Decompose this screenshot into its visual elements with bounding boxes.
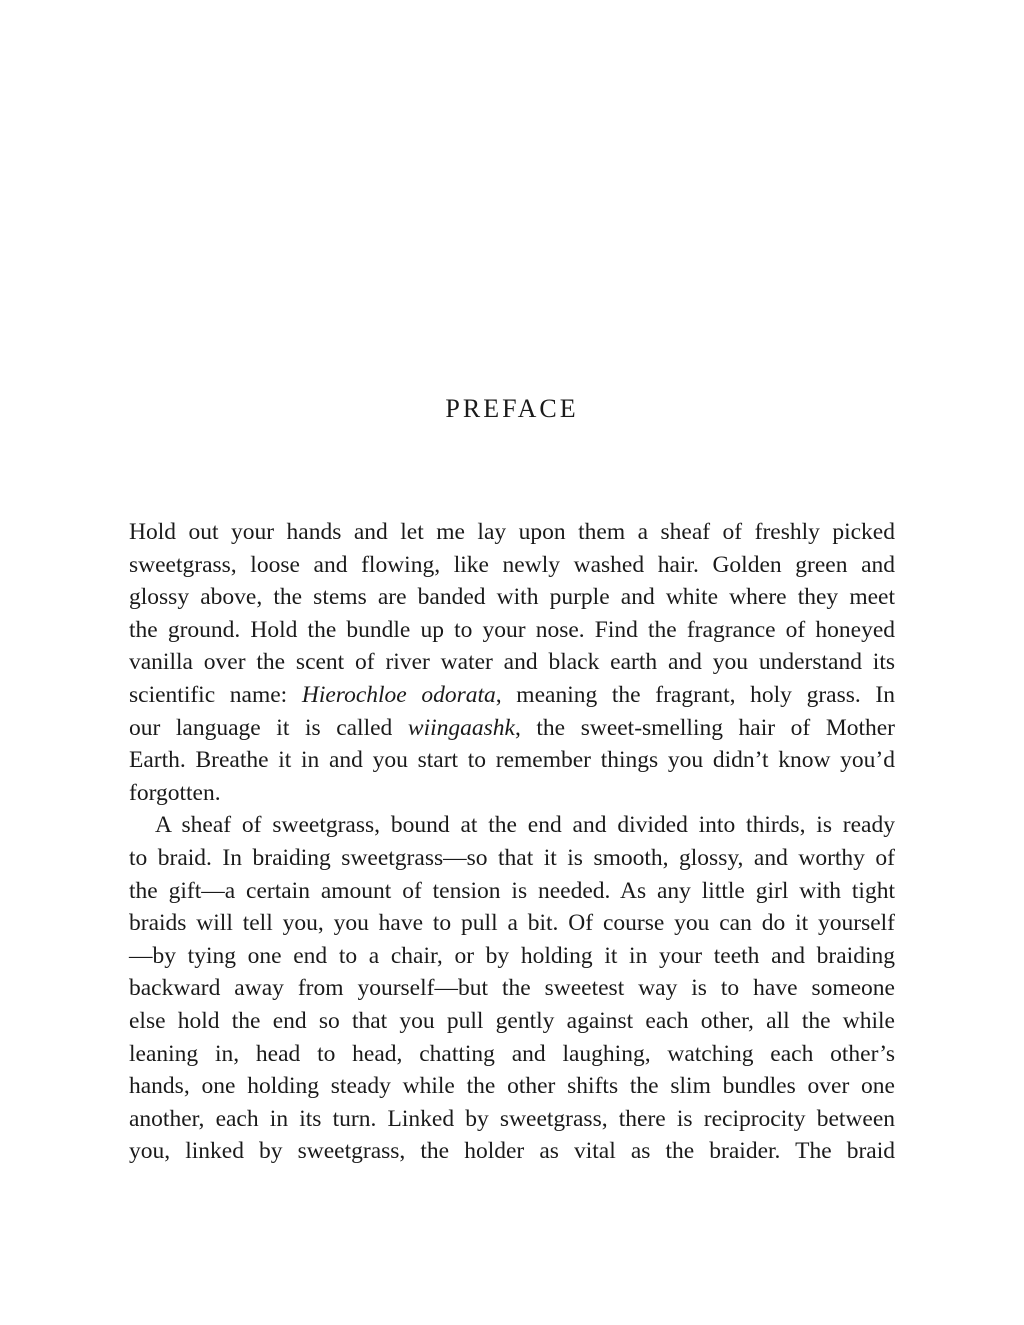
chapter-title: PREFACE bbox=[445, 394, 579, 423]
italic-term: Hierochloe odorata bbox=[301, 681, 496, 708]
text-line: hands, one holding steady while the other shifts the slim bundles over one bbox=[129, 1073, 895, 1100]
text-line: glossy above, the stems are banded with purple and white where they meet bbox=[129, 584, 895, 611]
body-text bbox=[129, 516, 895, 1168]
text-line: the ground. Hold the bundle up to your nose. Find the fragrance of honeyed bbox=[129, 616, 895, 643]
text-line: sweetgrass, loose and flowing, like newly washed hair. Golden green and bbox=[129, 551, 895, 578]
text-line: the gift—a certain amount of tension is needed. As any little girl with tight bbox=[129, 877, 895, 904]
text-line: —by tying one end to a chair, or by holding it in your teeth and braiding bbox=[129, 942, 895, 969]
italic-term: wiingaashk bbox=[407, 714, 515, 741]
text-line: A sheaf of sweetgrass, bound at the end and divided into thirds, is ready bbox=[155, 812, 895, 839]
text-line bbox=[129, 679, 895, 712]
text-segment: , meaning the fragrant, holy grass. In bbox=[495, 681, 895, 708]
text-line: Earth. Breathe it in and you start to remember things you didn’t know you’d bbox=[129, 747, 895, 774]
text-line: leaning in, head to head, chatting and laughing, watching each other’s bbox=[129, 1040, 895, 1067]
text-segment: scientific name: bbox=[129, 681, 302, 708]
text-line: vanilla over the scent of river water and black earth and you understand its bbox=[129, 649, 895, 676]
text-line bbox=[129, 712, 895, 745]
text-line: to braid. In braiding sweetgrass—so that it is smooth, glossy, and worthy of bbox=[129, 844, 895, 871]
text-segment: , the sweet-smelling hair of Mother bbox=[514, 714, 896, 741]
text-line: Hold out your hands and let me lay upon them a sheaf of freshly picked bbox=[129, 519, 895, 545]
text-line: braids will tell you, you have to pull a bit. Of course you can do it yourself bbox=[129, 910, 895, 937]
text-line: else hold the end so that you pull gently against each other, all the while bbox=[129, 1007, 895, 1034]
text-line: another, each in its turn. Linked by sweetgrass, there is reciprocity between bbox=[129, 1105, 895, 1132]
text-line: you, linked by sweetgrass, the holder as vital as the braider. The braid bbox=[129, 1138, 895, 1165]
text-line: forgotten. bbox=[129, 779, 221, 806]
text-line: backward away from yourself—but the sweetest way is to have someone bbox=[129, 975, 895, 1002]
text-segment: our language it is called bbox=[129, 714, 408, 741]
